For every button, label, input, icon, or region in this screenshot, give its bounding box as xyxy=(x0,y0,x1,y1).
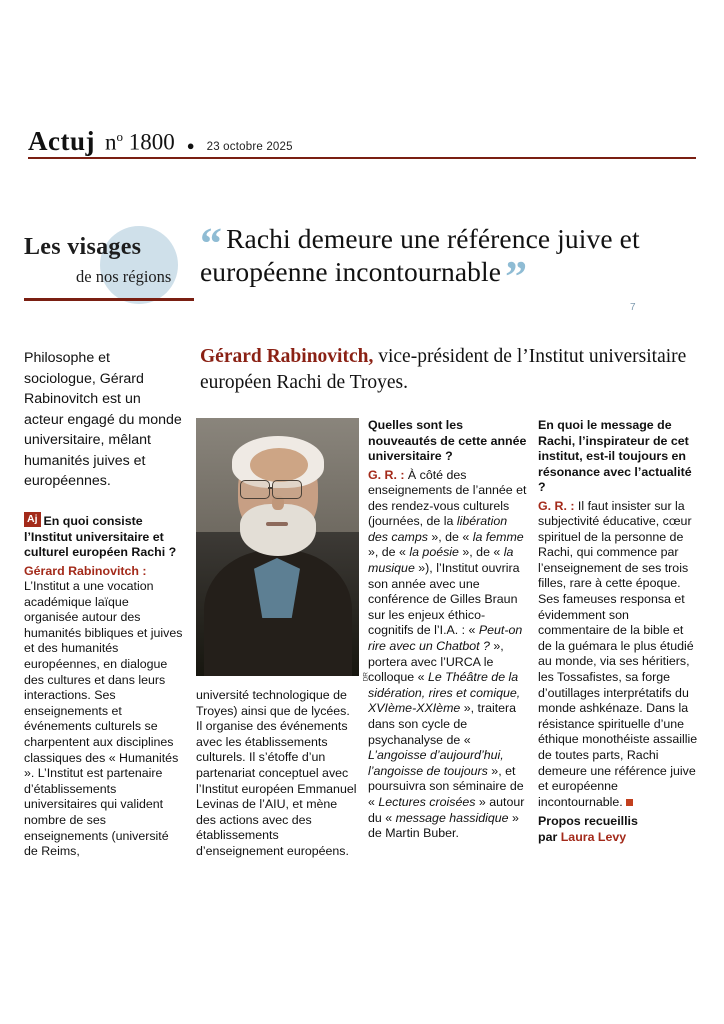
column-two xyxy=(196,688,358,860)
standfirst xyxy=(200,344,700,396)
answer-two-italic-2: la femme xyxy=(472,529,524,544)
end-of-article-marker xyxy=(626,799,633,806)
answer-one-text: L’Institut a une vocation académique laïque organisée autour des humanités bibliques et juives et des humanités européennes, en dialogue des cultures et dans leurs interactions. Ses enseignements et événements culturels se charpentent aux disciplines classiques des « Humanités ». L’Institut est partenaire d’établissements universitaires qui valident nombre de ses enseignements (université de Reims, xyxy=(24,579,183,859)
header-divider xyxy=(28,157,696,159)
photo-credit: DR xyxy=(362,672,369,682)
photo-glasses-right xyxy=(272,480,302,499)
photo-beard xyxy=(240,504,316,556)
issue-number: 1800 xyxy=(128,130,175,155)
quote-close-icon: ” xyxy=(505,252,528,301)
answer-two-part-5: »), l’Institut ouvrira son année avec une conférence de Gilles Braun sur les enjeux éthico-cognitifs de l’I.A. : « xyxy=(368,561,520,638)
answer-two-italic-4: la musique xyxy=(368,545,514,576)
answer-three xyxy=(538,499,698,811)
byline-author: Laura Levy xyxy=(560,829,627,844)
answer-one-label: Gérard Rabinovitch : xyxy=(24,563,147,578)
answer-two-italic-7: L’angoisse d’aujourd’hui, l’angoisse de toujours xyxy=(368,748,504,778)
answer-two-italic-8: Lectures croisées xyxy=(378,794,476,809)
rubric-underline xyxy=(24,298,194,301)
rubric-line-1: Les visages xyxy=(24,234,142,260)
photo-mouth xyxy=(266,522,288,526)
page-title xyxy=(200,219,700,301)
answer-two-italic-6: Le Théâtre de la sidération, rires et comique, XVIème-XXIème xyxy=(368,670,521,716)
question-two: Quelles sont les nouveautés de cette année universitaire ? xyxy=(368,418,527,463)
masthead xyxy=(28,126,696,157)
column-four xyxy=(538,418,698,846)
quote-open-icon: “ xyxy=(200,219,223,268)
rubric-logo xyxy=(24,222,194,314)
answer-two-part-1: À côté des enseignements de l’année et des rendez-vous culturels (journées, de la xyxy=(368,467,527,529)
intro-paragraph: Philosophe et sociologue, Gérard Rabinovitch est un acteur engagé du monde universitaire, mêlant humanités juives et européennes. xyxy=(24,350,182,489)
byline-line-2 xyxy=(538,830,698,846)
interviewee-role: vice-président de l’Institut universitaire européen Rachi de Troyes. xyxy=(200,346,687,393)
column-three xyxy=(368,418,528,842)
answer-two-italic-3: la poésie xyxy=(409,545,459,560)
byline-prefix: par xyxy=(538,829,561,844)
byline xyxy=(538,814,698,845)
interviewee-name: Gérard Rabinovitch, xyxy=(200,346,374,367)
answer-two-italic-1: libération des camps xyxy=(368,514,508,544)
column-one xyxy=(24,512,184,860)
headline-block xyxy=(200,219,700,301)
photo-glasses-left xyxy=(240,480,270,499)
photo-shirt xyxy=(254,558,300,618)
answer-two-part-10: » de Martin Buber. xyxy=(368,810,519,841)
headline-text: Rachi demeure une référence juive et européenne incontournable xyxy=(200,223,640,287)
answer-two-part-8: », et poursuivra son séminaire de « xyxy=(368,763,524,809)
answer-two-label: G. R. : xyxy=(368,467,405,482)
byline-line-1: Propos recueillis xyxy=(538,814,638,829)
answer-three-label: G. R. : xyxy=(538,498,575,513)
answer-two-part-3: », de « xyxy=(368,545,410,560)
photo-forehead xyxy=(250,448,308,482)
rubric-line-2: de nos régions xyxy=(76,267,172,286)
issue-label xyxy=(105,129,175,156)
publication-title: Actuj xyxy=(28,126,95,156)
question-badge-icon: Aj xyxy=(24,512,41,527)
question-one xyxy=(24,512,184,561)
issue-prefix: n xyxy=(104,130,117,155)
answer-one-continuation: université technologique de Troyes) ainsi que de lycées. Il organise des événements avec les établissements culturels. Il s’étoffe d’un partenariat conceptuel avec l’Institut européen Emmanuel Levinas de l’AIU, et mène des actions avec des établissements d’enseignement européens. xyxy=(196,688,357,858)
answer-two-part-4: », de « xyxy=(458,545,504,560)
answer-two-part-9: » autour du « xyxy=(368,794,525,825)
question-one-text: En quoi consiste l’Institut universitaire et culturel européen Rachi ? xyxy=(24,514,177,559)
portrait-image xyxy=(196,418,359,676)
answer-one xyxy=(24,564,184,860)
answer-two-part-6: », portera avec l’URCA le colloque « xyxy=(368,639,504,685)
answer-two-italic-5: Peut-on rire avec un Chatbot ? xyxy=(368,623,523,654)
answer-two-part-7: », traitera dans son cycle de psychanalyse de « xyxy=(368,701,517,747)
masthead-separator-dot: ● xyxy=(186,138,195,153)
answer-two xyxy=(368,468,528,842)
publication-date: 23 octobre 2025 xyxy=(206,141,293,153)
issue-superscript: o xyxy=(116,129,123,145)
answer-two-italic-9: message hassidique xyxy=(395,810,509,825)
answer-three-text: Il faut insister sur la subjectivité éducative, cœur spirituel de la personne de Rachi, qui commence par l’enseignement de ses trois filles, rare à cette époque. Ses fameuses responsa et évidemment son commentaire de la bible et de la guémara le plus étudié au monde, via ses héritiers, les Tossafistes, sa forge d’outillages interprétatifs du monde ashkénaze. Dans la résistance spirituelle d’une éthique monothéiste assaillie de toutes parts, Rachi demeure une référence juive et européenne incontournable. xyxy=(538,498,698,809)
question-three: En quoi le message de Rachi, l’inspirateur de cet institut, est-il toujours en résonance avec l’actualité ? xyxy=(538,418,692,494)
page-number: 7 xyxy=(630,302,636,313)
answer-two-part-2: », de « xyxy=(427,529,473,544)
portrait-photo xyxy=(196,418,369,682)
photo-glasses-bridge xyxy=(268,487,273,489)
